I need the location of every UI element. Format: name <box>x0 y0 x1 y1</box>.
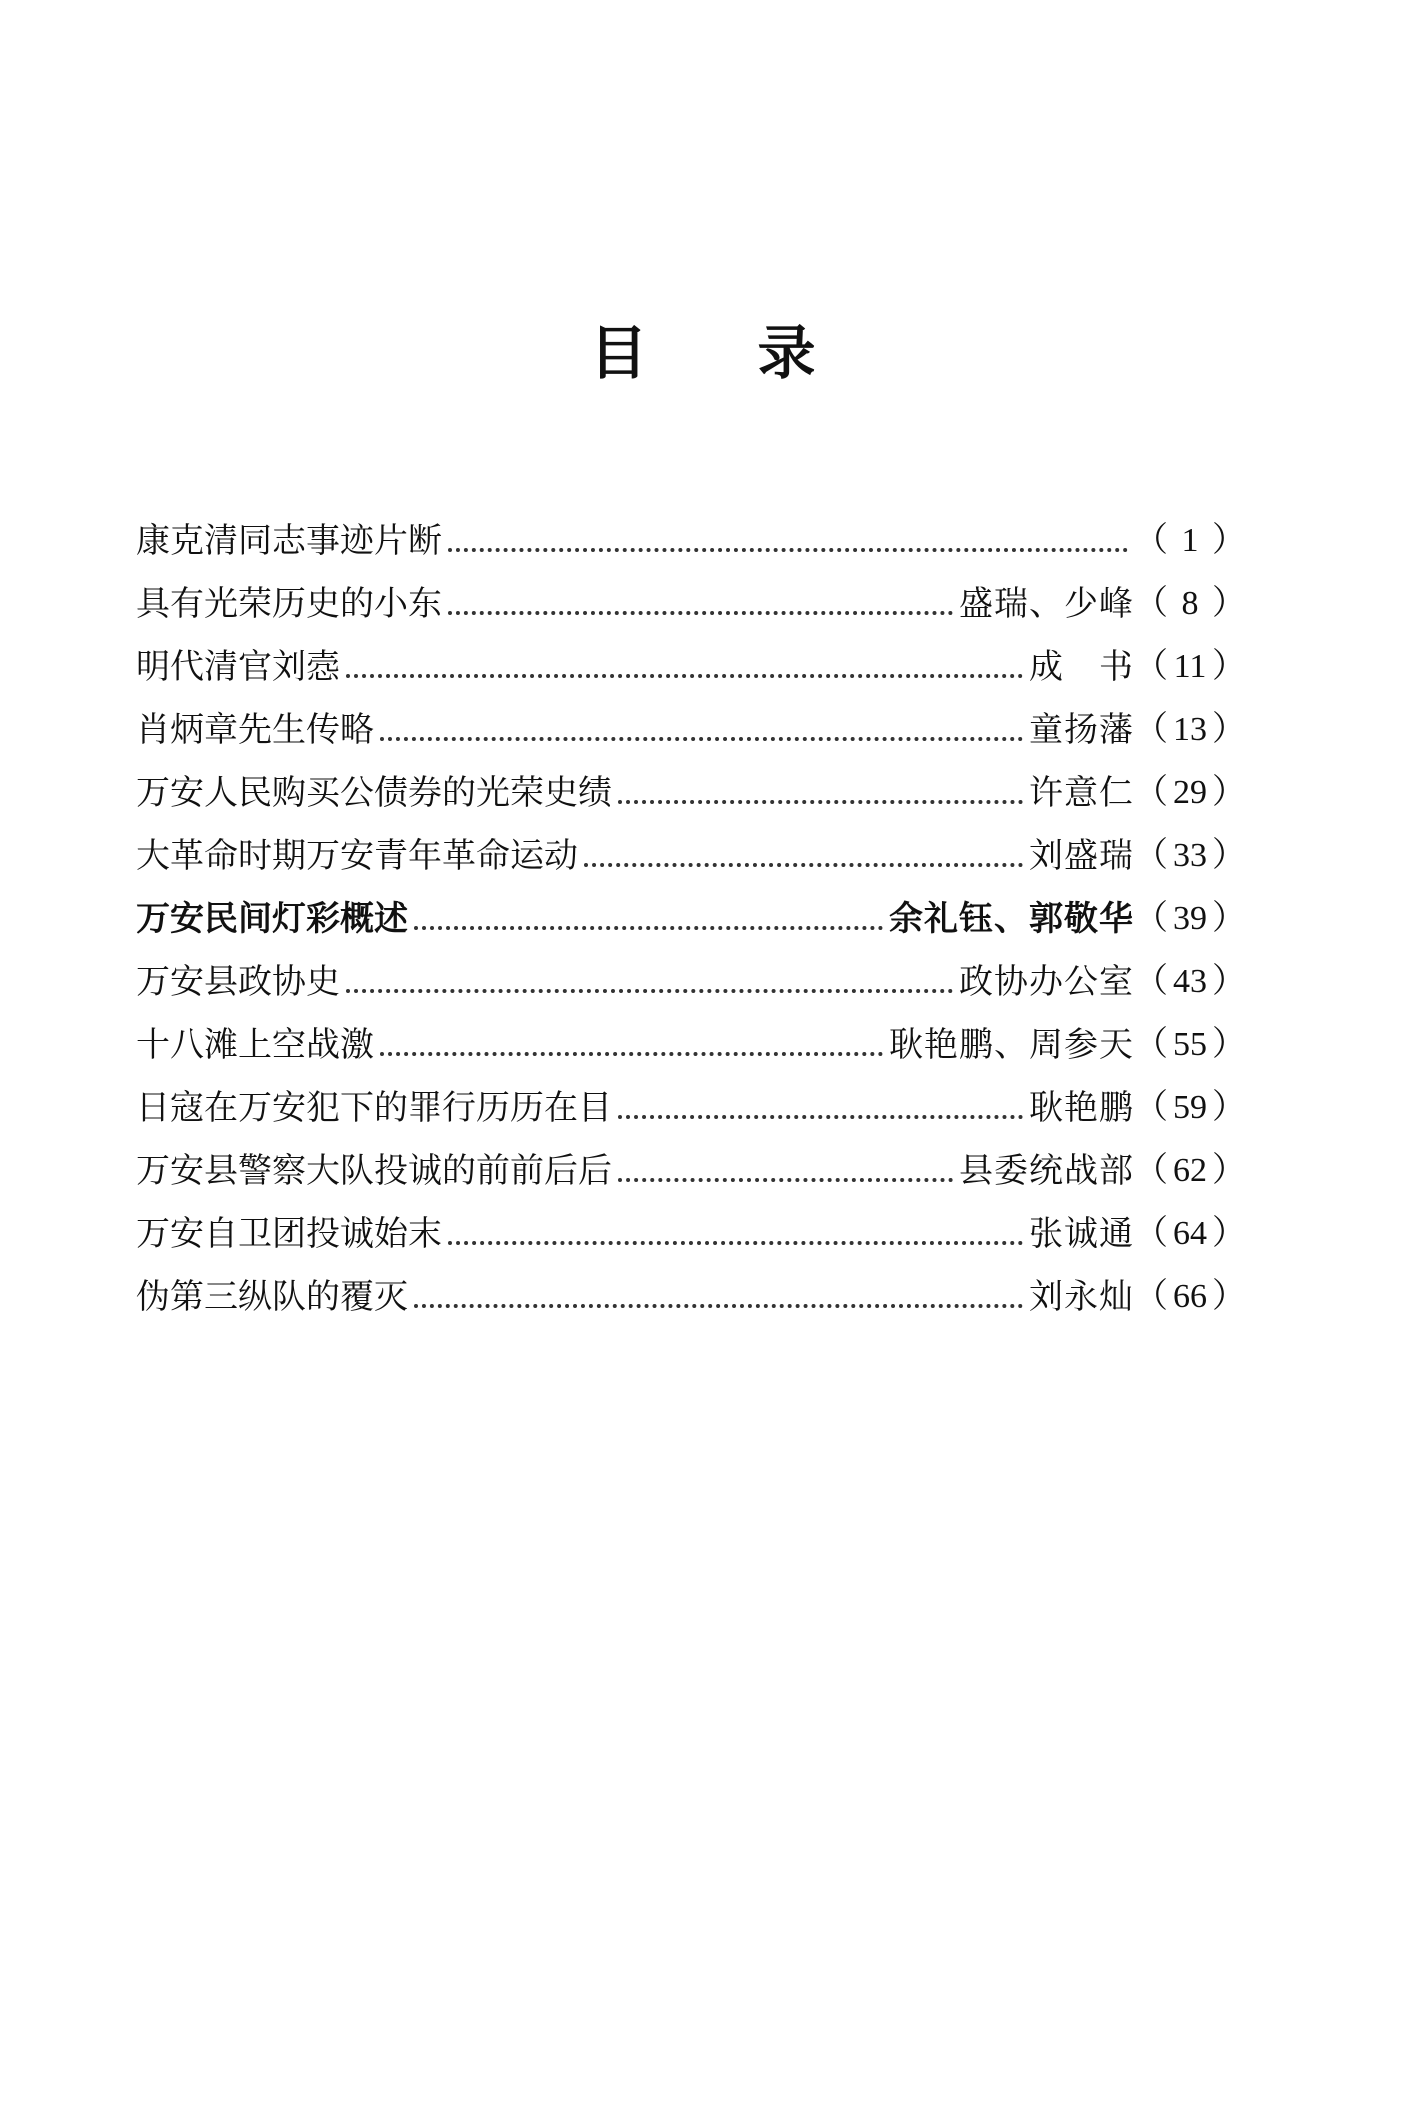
page-number: 64 <box>1173 1215 1207 1252</box>
paren-close: ） <box>1212 1278 1246 1315</box>
toc-entry-title: 具有光荣历史的小东 <box>136 584 442 624</box>
toc-entry-author: 刘盛瑞 <box>1029 836 1134 876</box>
dot-leader <box>618 800 1023 804</box>
toc-entry-title: 万安县政协史 <box>136 962 340 1002</box>
toc-entry[interactable] <box>136 1128 1246 1191</box>
toc-entry-page <box>1134 962 1246 1002</box>
page-number: 66 <box>1173 1278 1207 1315</box>
page-number: 59 <box>1173 1089 1207 1126</box>
toc-entry-title: 十八滩上空战激 <box>136 1025 374 1065</box>
paren-open: （ <box>1134 522 1168 559</box>
dot-leader <box>448 1241 1023 1245</box>
toc-entry-page <box>1134 1277 1246 1317</box>
page-number: 29 <box>1173 774 1207 811</box>
dot-leader <box>414 1304 1023 1308</box>
toc-entry-title: 肖炳章先生传略 <box>136 710 374 750</box>
toc-entry-title: 万安县警察大队投诚的前前后后 <box>136 1151 612 1191</box>
page-number: 1 <box>1181 522 1199 559</box>
toc-entry-title: 大革命时期万安青年革命运动 <box>136 836 578 876</box>
toc-entry-author: 耿艳鹏、周参天 <box>889 1025 1134 1065</box>
paren-close: ） <box>1212 900 1246 937</box>
page-number: 43 <box>1173 963 1207 1000</box>
paren-close: ） <box>1212 774 1246 811</box>
page-number: 39 <box>1173 900 1207 937</box>
toc-entry-author: 刘永灿 <box>1029 1277 1134 1317</box>
paren-close: ） <box>1212 1152 1246 1189</box>
page-title <box>0 318 1405 388</box>
toc-entry-page <box>1134 1088 1246 1128</box>
toc-entry[interactable] <box>136 1065 1246 1128</box>
toc-list <box>136 498 1246 1317</box>
paren-open: （ <box>1134 1278 1168 1315</box>
toc-entry-author: 盛瑞、少峰 <box>959 584 1134 624</box>
toc-entry-title: 康克清同志事迹片断 <box>136 521 442 561</box>
paren-close: ） <box>1212 522 1246 559</box>
toc-entry[interactable] <box>136 939 1246 1002</box>
toc-entry-page <box>1134 1214 1246 1254</box>
dot-leader <box>618 1115 1023 1119</box>
toc-entry-page <box>1134 899 1246 939</box>
dot-leader <box>584 863 1023 867</box>
toc-entry-author: 成 书 <box>1029 647 1134 687</box>
paren-open: （ <box>1134 774 1168 811</box>
page-number: 11 <box>1173 648 1207 685</box>
dot-leader <box>380 1052 883 1056</box>
toc-entry[interactable] <box>136 687 1246 750</box>
toc-entry[interactable] <box>136 876 1246 939</box>
toc-entry[interactable] <box>136 1254 1246 1317</box>
paren-close: ） <box>1212 1089 1246 1126</box>
paren-open: （ <box>1134 837 1168 874</box>
paren-open: （ <box>1134 585 1168 622</box>
page-title-char-1: 目 <box>589 319 648 387</box>
dot-leader <box>346 989 953 993</box>
toc-entry[interactable] <box>136 561 1246 624</box>
dot-leader <box>618 1178 953 1182</box>
toc-entry[interactable] <box>136 1002 1246 1065</box>
toc-entry-author: 张诚通 <box>1029 1214 1134 1254</box>
toc-entry-title: 明代清官刘悫 <box>136 647 340 687</box>
toc-entry-author: 许意仁 <box>1029 773 1134 813</box>
paren-open: （ <box>1134 648 1168 685</box>
paren-close: ） <box>1212 585 1246 622</box>
paren-open: （ <box>1134 963 1168 1000</box>
page-number: 8 <box>1181 585 1199 622</box>
paren-close: ） <box>1212 1026 1246 1063</box>
toc-entry-title: 万安自卫团投诚始末 <box>136 1214 442 1254</box>
toc-entry-page <box>1134 647 1246 687</box>
dot-leader <box>448 548 1128 552</box>
dot-leader <box>380 737 1023 741</box>
paren-close: ） <box>1212 711 1246 748</box>
toc-entry-author: 县委统战部 <box>959 1151 1134 1191</box>
paren-open: （ <box>1134 1089 1168 1126</box>
toc-entry-author: 政协办公室 <box>959 962 1134 1002</box>
toc-entry[interactable] <box>136 1191 1246 1254</box>
paren-open: （ <box>1134 1215 1168 1252</box>
page-number: 62 <box>1173 1152 1207 1189</box>
page-number: 33 <box>1173 837 1207 874</box>
toc-entry-author: 耿艳鹏 <box>1029 1088 1134 1128</box>
paren-close: ） <box>1212 963 1246 1000</box>
table-of-contents <box>136 498 1246 1317</box>
paren-close: ） <box>1212 837 1246 874</box>
paren-open: （ <box>1134 1026 1168 1063</box>
toc-entry-page <box>1134 836 1246 876</box>
page-number: 55 <box>1173 1026 1207 1063</box>
dot-leader <box>448 611 953 615</box>
toc-entry-title: 日寇在万安犯下的罪行历历在目 <box>136 1088 612 1128</box>
toc-entry-page <box>1134 521 1246 561</box>
paren-open: （ <box>1134 711 1168 748</box>
toc-entry-page <box>1134 1025 1246 1065</box>
paren-open: （ <box>1134 900 1168 937</box>
toc-entry-page <box>1134 584 1246 624</box>
toc-entry[interactable] <box>136 813 1246 876</box>
toc-entry-title: 万安人民购买公债券的光荣史绩 <box>136 773 612 813</box>
toc-entry[interactable] <box>136 624 1246 687</box>
toc-entry-author: 余礼钰、郭敬华 <box>889 899 1134 939</box>
dot-leader <box>346 674 1023 678</box>
toc-entry[interactable] <box>136 498 1246 561</box>
dot-leader <box>414 926 883 930</box>
toc-entry-title: 万安民间灯彩概述 <box>136 899 408 939</box>
paren-open: （ <box>1134 1152 1168 1189</box>
toc-entry-page <box>1134 773 1246 813</box>
paren-close: ） <box>1212 1215 1246 1252</box>
toc-entry-author: 童扬藩 <box>1029 710 1134 750</box>
toc-entry-page <box>1134 1151 1246 1191</box>
page-title-char-2: 录 <box>757 319 816 387</box>
paren-close: ） <box>1212 648 1246 685</box>
page-number: 13 <box>1173 711 1207 748</box>
toc-entry[interactable] <box>136 750 1246 813</box>
toc-entry-title: 伪第三纵队的覆灭 <box>136 1277 408 1317</box>
toc-entry-page <box>1134 710 1246 750</box>
